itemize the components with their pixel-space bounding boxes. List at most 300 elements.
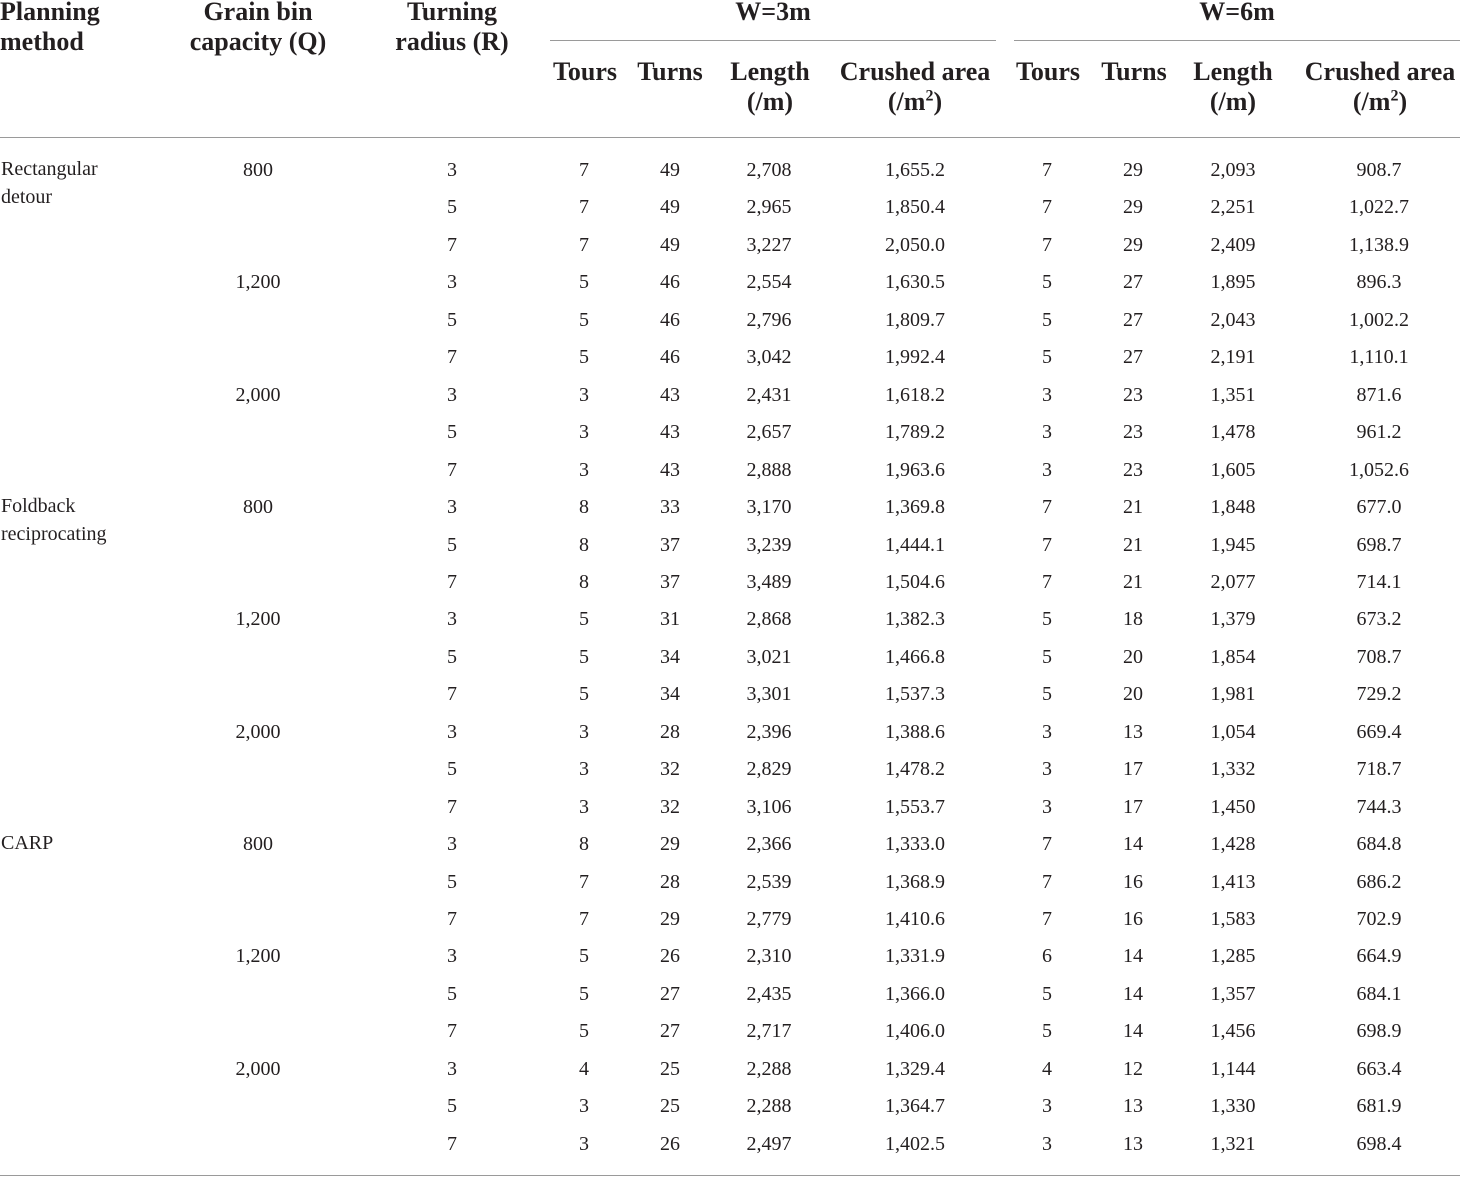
cell-w6-turns: 29 <box>1123 233 1143 256</box>
cell-capacity <box>198 642 318 672</box>
cell-w6-tours: 5 <box>1042 346 1052 369</box>
cell-w6-length: 1,332 <box>1210 758 1256 781</box>
cell-w6-tours: 3 <box>1042 758 1052 781</box>
cell-capacity <box>198 1016 318 1046</box>
cell-w3-tours: 3 <box>579 1132 589 1155</box>
cell-radius: 5 <box>447 421 457 444</box>
cell-capacity <box>198 1129 318 1159</box>
cell-w6-turns: 23 <box>1123 458 1143 481</box>
cell-w3-crushed-area: 1,630.5 <box>885 271 945 294</box>
cell-w3-crushed-area: 1,366.0 <box>885 982 945 1005</box>
table-row <box>0 754 1460 784</box>
cell-w3-turns: 37 <box>660 533 680 556</box>
cell-w6-turns: 27 <box>1123 346 1143 369</box>
cell-w6-length: 2,409 <box>1210 233 1256 256</box>
cell-w3-length: 3,170 <box>746 496 792 519</box>
table-row <box>0 1091 1460 1121</box>
cell-w6-tours: 7 <box>1042 496 1052 519</box>
cell-w3-turns: 28 <box>660 870 680 893</box>
table-row <box>0 192 1460 222</box>
cell-radius: 7 <box>447 346 457 369</box>
cell-w6-tours: 7 <box>1042 570 1052 593</box>
cell-w6-crushed-area: 708.7 <box>1356 645 1402 668</box>
cell-w6-turns: 21 <box>1123 533 1143 556</box>
cell-radius: 5 <box>447 870 457 893</box>
cell-w3-tours: 3 <box>579 458 589 481</box>
cell-w3-length: 2,310 <box>746 945 792 968</box>
cell-w6-length: 1,330 <box>1210 1095 1256 1118</box>
cell-w3-tours: 7 <box>579 159 589 181</box>
cell-w3-tours: 3 <box>579 720 589 743</box>
cell-w3-crushed-area: 1,618.2 <box>885 383 945 406</box>
cell-w6-turns: 23 <box>1123 383 1143 406</box>
table-row <box>0 530 1460 560</box>
cell-w6-length: 1,478 <box>1210 421 1256 444</box>
cell-w6-length: 2,043 <box>1210 308 1256 331</box>
cell-w6-tours: 3 <box>1042 795 1052 818</box>
cell-w3-length: 2,497 <box>746 1132 792 1155</box>
cell-w3-length: 2,779 <box>746 908 792 930</box>
cell-radius: 7 <box>447 795 457 818</box>
cell-capacity: 1,200 <box>235 271 281 294</box>
cell-w6-crushed-area: 714.1 <box>1356 570 1402 593</box>
cell-w6-crushed-area: 677.0 <box>1356 496 1402 519</box>
header-turning-radius: Turning radius (R) <box>395 0 509 56</box>
cell-w6-tours: 5 <box>1042 982 1052 1005</box>
cell-w6-tours: 3 <box>1042 458 1052 481</box>
cell-w3-turns: 32 <box>660 758 680 781</box>
cell-w3-crushed-area: 1,466.8 <box>885 645 945 668</box>
cell-w6-length: 1,379 <box>1210 608 1256 631</box>
cell-w3-turns: 26 <box>660 945 680 968</box>
cell-planning-method: Foldback reciprocating <box>1 495 107 546</box>
cell-w6-length: 2,191 <box>1210 346 1256 369</box>
cell-w3-tours: 3 <box>579 1095 589 1118</box>
cell-w6-turns: 12 <box>1123 1057 1143 1080</box>
cell-radius: 7 <box>447 1020 457 1043</box>
cell-w3-crushed-area: 1,329.4 <box>885 1057 945 1080</box>
cell-w3-length: 3,227 <box>746 233 792 256</box>
cell-w3-crushed-area: 1,402.5 <box>885 1132 945 1155</box>
cell-w6-length: 1,428 <box>1210 833 1256 856</box>
cell-capacity <box>198 230 318 260</box>
table-row <box>0 979 1460 1009</box>
cell-w6-tours: 5 <box>1042 271 1052 294</box>
cell-w3-turns: 43 <box>660 383 680 406</box>
cell-w6-crushed-area: 896.3 <box>1356 271 1402 294</box>
cell-w3-turns: 25 <box>660 1057 680 1080</box>
cell-w3-tours: 5 <box>579 683 589 706</box>
cell-w6-turns: 17 <box>1123 795 1143 818</box>
cell-w3-crushed-area: 1,388.6 <box>885 720 945 743</box>
cell-radius: 7 <box>447 233 457 256</box>
cell-w3-length: 2,657 <box>746 421 792 444</box>
cell-w6-turns: 13 <box>1123 1095 1143 1118</box>
cell-w6-crushed-area: 702.9 <box>1356 908 1402 930</box>
cell-w3-crushed-area: 1,789.2 <box>885 421 945 444</box>
cell-w3-crushed-area: 1,850.4 <box>885 196 945 219</box>
cell-w6-tours: 7 <box>1042 533 1052 556</box>
header-w3-length: Length (/m) <box>730 57 810 116</box>
table-row <box>0 567 1460 597</box>
cell-w6-crushed-area: 871.6 <box>1356 383 1402 406</box>
cell-w3-turns: 46 <box>660 271 680 294</box>
cell-capacity <box>198 192 318 222</box>
cell-w3-turns: 27 <box>660 1020 680 1043</box>
cell-w3-tours: 3 <box>579 795 589 818</box>
cell-w6-length: 1,054 <box>1210 720 1256 743</box>
cell-w3-length: 3,301 <box>746 683 792 706</box>
cell-w3-crushed-area: 1,444.1 <box>885 533 945 556</box>
cell-w3-crushed-area: 1,410.6 <box>885 908 945 930</box>
cell-w3-turns: 33 <box>660 496 680 519</box>
cell-w3-turns: 49 <box>660 159 680 181</box>
cell-w3-tours: 8 <box>579 570 589 593</box>
cell-w3-turns: 26 <box>660 1132 680 1155</box>
cell-w3-length: 3,042 <box>746 346 792 369</box>
cell-w3-crushed-area: 1,478.2 <box>885 758 945 781</box>
table-row <box>0 455 1460 485</box>
header-w3-tours: Tours <box>552 57 618 86</box>
cell-radius: 3 <box>447 496 457 519</box>
cell-w6-length: 1,895 <box>1210 271 1256 294</box>
cell-w6-crushed-area: 664.9 <box>1356 945 1402 968</box>
cell-w6-turns: 13 <box>1123 1132 1143 1155</box>
cell-w6-crushed-area: 698.4 <box>1356 1132 1402 1155</box>
header-w6: W=6m <box>1199 0 1275 26</box>
cell-w3-crushed-area: 1,364.7 <box>885 1095 945 1118</box>
cell-w3-crushed-area: 1,331.9 <box>885 945 945 968</box>
cell-w3-crushed-area: 1,992.4 <box>885 346 945 369</box>
cell-w6-length: 1,413 <box>1210 870 1256 893</box>
cell-w6-length: 2,251 <box>1210 196 1256 219</box>
cell-capacity <box>198 679 318 709</box>
cell-w6-length: 1,583 <box>1210 908 1256 930</box>
cell-capacity <box>198 530 318 560</box>
cell-w6-tours: 7 <box>1042 908 1052 930</box>
cell-radius: 5 <box>447 1095 457 1118</box>
cell-radius: 3 <box>447 720 457 743</box>
cell-w6-crushed-area: 698.9 <box>1356 1020 1402 1043</box>
cell-w6-crushed-area: 1,138.9 <box>1349 233 1409 256</box>
cell-w3-length: 3,239 <box>746 533 792 556</box>
cell-w3-length: 2,539 <box>746 870 792 893</box>
cell-w6-tours: 5 <box>1042 645 1052 668</box>
table-row <box>0 230 1460 260</box>
cell-radius: 5 <box>447 982 457 1005</box>
cell-w3-turns: 25 <box>660 1095 680 1118</box>
cell-w3-tours: 5 <box>579 271 589 294</box>
cell-w3-turns: 29 <box>660 908 680 930</box>
cell-w3-length: 2,554 <box>746 271 792 294</box>
cell-w6-tours: 3 <box>1042 1132 1052 1155</box>
cell-w6-turns: 20 <box>1123 683 1143 706</box>
table-row <box>0 642 1460 672</box>
cell-w6-tours: 3 <box>1042 720 1052 743</box>
cell-radius: 3 <box>447 1057 457 1080</box>
table-row <box>0 417 1460 447</box>
cell-w6-tours: 7 <box>1042 833 1052 856</box>
cell-w3-length: 3,021 <box>746 645 792 668</box>
cell-w3-tours: 7 <box>579 870 589 893</box>
cell-w6-length: 1,321 <box>1210 1132 1256 1155</box>
table-row <box>0 829 1460 859</box>
cell-capacity <box>198 417 318 447</box>
cell-w3-length: 3,489 <box>746 570 792 593</box>
cell-w3-turns: 37 <box>660 570 680 593</box>
cell-capacity: 2,000 <box>235 1057 281 1080</box>
cell-w6-turns: 14 <box>1123 982 1143 1005</box>
cell-w6-turns: 27 <box>1123 271 1143 294</box>
cell-w6-tours: 6 <box>1042 945 1052 968</box>
cell-w6-turns: 21 <box>1123 570 1143 593</box>
cell-w3-length: 2,288 <box>746 1095 792 1118</box>
cell-w3-length: 2,396 <box>746 720 792 743</box>
cell-capacity <box>198 1091 318 1121</box>
cell-radius: 3 <box>447 833 457 856</box>
table-row <box>0 867 1460 897</box>
cell-radius: 3 <box>447 608 457 631</box>
table-row <box>0 717 1460 747</box>
cell-capacity: 800 <box>243 496 273 519</box>
cell-capacity: 800 <box>243 833 273 856</box>
cell-w3-tours: 5 <box>579 608 589 631</box>
cell-capacity: 2,000 <box>235 720 281 743</box>
cell-w6-crushed-area: 669.4 <box>1356 720 1402 743</box>
cell-w6-tours: 3 <box>1042 1095 1052 1118</box>
cell-capacity <box>198 455 318 485</box>
cell-w6-crushed-area: 744.3 <box>1356 795 1402 818</box>
cell-w6-crushed-area: 718.7 <box>1356 758 1402 781</box>
cell-w6-turns: 20 <box>1123 645 1143 668</box>
cell-w3-crushed-area: 1,537.3 <box>885 683 945 706</box>
cell-w6-turns: 14 <box>1123 833 1143 856</box>
cell-capacity <box>198 867 318 897</box>
header-w3-crushed-area: Crushed area $(/m^2)$ <box>839 57 991 116</box>
cell-w6-length: 1,848 <box>1210 496 1256 519</box>
cell-radius: 7 <box>447 570 457 593</box>
cell-w6-crushed-area: 729.2 <box>1356 683 1402 706</box>
cell-w3-tours: 4 <box>579 1057 589 1080</box>
table-row <box>0 305 1460 335</box>
table-row <box>0 267 1460 297</box>
cell-radius: 5 <box>447 533 457 556</box>
cell-w6-turns: 23 <box>1123 421 1143 444</box>
cell-w6-turns: 29 <box>1123 159 1143 181</box>
cell-w3-length: 2,435 <box>746 982 792 1005</box>
cell-w6-crushed-area: 681.9 <box>1356 1095 1402 1118</box>
cell-w3-tours: 8 <box>579 833 589 856</box>
cell-capacity <box>198 342 318 372</box>
cell-w6-turns: 18 <box>1123 608 1143 631</box>
cell-radius: 7 <box>447 908 457 930</box>
header-grain-bin-capacity: Grain bin capacity (Q) <box>189 0 327 56</box>
cell-w6-crushed-area: 1,002.2 <box>1349 308 1409 331</box>
cell-w3-tours: 5 <box>579 945 589 968</box>
header-w6-turns: Turns <box>1101 57 1167 86</box>
cell-w3-length: 2,431 <box>746 383 792 406</box>
cell-w3-crushed-area: 1,963.6 <box>885 458 945 481</box>
cell-w6-turns: 21 <box>1123 496 1143 519</box>
table-row <box>0 1016 1460 1046</box>
cell-capacity <box>198 792 318 822</box>
cell-w3-tours: 5 <box>579 1020 589 1043</box>
cell-w6-length: 2,077 <box>1210 570 1256 593</box>
cell-radius: 5 <box>447 308 457 331</box>
cell-w6-length: 1,854 <box>1210 645 1256 668</box>
table-row <box>0 1129 1460 1159</box>
table-row <box>0 1054 1460 1084</box>
cell-capacity <box>198 904 318 934</box>
cell-w3-tours: 5 <box>579 346 589 369</box>
cell-w3-crushed-area: 1,504.6 <box>885 570 945 593</box>
table-row <box>0 604 1460 634</box>
cell-w6-length: 2,093 <box>1210 159 1256 181</box>
cell-w6-tours: 3 <box>1042 383 1052 406</box>
cell-w3-tours: 3 <box>579 383 589 406</box>
cell-w6-crushed-area: 698.7 <box>1356 533 1402 556</box>
cell-w6-crushed-area: 1,022.7 <box>1349 196 1409 219</box>
cell-planning-method: Rectangular detour <box>1 158 98 208</box>
cell-w3-tours: 5 <box>579 982 589 1005</box>
cell-w6-turns: 16 <box>1123 908 1143 930</box>
cell-w6-crushed-area: 961.2 <box>1356 421 1402 444</box>
cell-w3-turns: 46 <box>660 346 680 369</box>
cell-w3-turns: 34 <box>660 645 680 668</box>
cell-w6-tours: 5 <box>1042 683 1052 706</box>
cell-w6-turns: 27 <box>1123 308 1143 331</box>
cell-w6-crushed-area: 686.2 <box>1356 870 1402 893</box>
cell-w3-length: 2,829 <box>746 758 792 781</box>
cell-w3-crushed-area: 1,333.0 <box>885 833 945 856</box>
cell-capacity <box>198 567 318 597</box>
cell-w6-length: 1,357 <box>1210 982 1256 1005</box>
cell-w3-turns: 43 <box>660 421 680 444</box>
cell-w6-length: 1,605 <box>1210 458 1256 481</box>
cell-w3-length: 3,106 <box>746 795 792 818</box>
cell-capacity: 1,200 <box>235 945 281 968</box>
cell-w6-length: 1,144 <box>1210 1057 1256 1080</box>
cell-w6-turns: 29 <box>1123 196 1143 219</box>
cell-w6-turns: 17 <box>1123 758 1143 781</box>
cell-w6-turns: 13 <box>1123 720 1143 743</box>
cell-w3-turns: 43 <box>660 458 680 481</box>
cell-w3-tours: 7 <box>579 908 589 930</box>
cell-w6-tours: 7 <box>1042 159 1052 181</box>
cell-w3-turns: 49 <box>660 196 680 219</box>
cell-w6-length: 1,456 <box>1210 1020 1256 1043</box>
cell-w6-length: 1,450 <box>1210 795 1256 818</box>
cell-planning-method: CARP <box>1 832 54 855</box>
cell-capacity: 1,200 <box>235 608 281 631</box>
cell-w6-turns: 14 <box>1123 945 1143 968</box>
cell-w3-tours: 8 <box>579 496 589 519</box>
cell-w3-length: 2,717 <box>746 1020 792 1043</box>
cell-w6-tours: 7 <box>1042 233 1052 256</box>
cell-w3-tours: 5 <box>579 645 589 668</box>
cell-w3-crushed-area: 2,050.0 <box>885 233 945 256</box>
cell-w3-crushed-area: 1,382.3 <box>885 608 945 631</box>
cell-w3-length: 2,366 <box>746 833 792 856</box>
cell-w6-crushed-area: 663.4 <box>1356 1057 1402 1080</box>
header-w6-tours: Tours <box>1015 57 1081 86</box>
cell-w6-turns: 14 <box>1123 1020 1143 1043</box>
header-w3: W=3m <box>735 0 811 26</box>
cell-w3-length: 2,965 <box>746 196 792 219</box>
cell-w3-tours: 5 <box>579 308 589 331</box>
cell-radius: 7 <box>447 1132 457 1155</box>
cell-w6-length: 1,945 <box>1210 533 1256 556</box>
cell-w3-length: 2,288 <box>746 1057 792 1080</box>
table-row <box>0 342 1460 372</box>
cell-w3-tours: 7 <box>579 233 589 256</box>
cell-w6-length: 1,285 <box>1210 945 1256 968</box>
cell-w3-tours: 3 <box>579 421 589 444</box>
cell-w3-length: 2,888 <box>746 458 792 481</box>
cell-w6-turns: 16 <box>1123 870 1143 893</box>
cell-w6-length: 1,981 <box>1210 683 1256 706</box>
header-w6-crushed-area: Crushed area $(/m^2)$ <box>1304 57 1456 116</box>
table-bottom-rule <box>0 1175 1460 1176</box>
cell-w6-tours: 5 <box>1042 608 1052 631</box>
cell-w6-tours: 7 <box>1042 196 1052 219</box>
header-planning-method: Planning method <box>0 0 100 56</box>
cell-radius: 3 <box>447 383 457 406</box>
table-row <box>0 941 1460 971</box>
cell-w6-crushed-area: 1,052.6 <box>1349 458 1409 481</box>
cell-w3-crushed-area: 1,809.7 <box>885 308 945 331</box>
cell-w6-crushed-area: 673.2 <box>1356 608 1402 631</box>
cell-w3-tours: 8 <box>579 533 589 556</box>
cell-w6-tours: 4 <box>1042 1057 1052 1080</box>
cell-w3-crushed-area: 1,369.8 <box>885 496 945 519</box>
cell-w6-crushed-area: 684.8 <box>1356 833 1402 856</box>
cell-w3-tours: 3 <box>579 758 589 781</box>
cell-capacity <box>198 979 318 1009</box>
cell-radius: 3 <box>447 271 457 294</box>
cell-w6-tours: 7 <box>1042 870 1052 893</box>
cell-radius: 7 <box>447 683 457 706</box>
cell-w6-tours: 5 <box>1042 308 1052 331</box>
cell-w6-crushed-area: 908.7 <box>1356 159 1402 181</box>
cell-radius: 5 <box>447 645 457 668</box>
cell-radius: 3 <box>447 945 457 968</box>
cell-w3-turns: 27 <box>660 982 680 1005</box>
cell-w3-length: 2,868 <box>746 608 792 631</box>
cell-w6-tours: 3 <box>1042 421 1052 444</box>
cell-w3-turns: 34 <box>660 683 680 706</box>
cell-radius: 7 <box>447 458 457 481</box>
cell-w3-length: 2,708 <box>746 159 792 181</box>
cell-w3-turns: 32 <box>660 795 680 818</box>
cell-w3-turns: 31 <box>660 608 680 631</box>
table-row <box>0 904 1460 934</box>
cell-capacity: 2,000 <box>235 383 281 406</box>
header-w3-turns: Turns <box>637 57 703 86</box>
table-row <box>0 792 1460 822</box>
cell-w3-tours: 7 <box>579 196 589 219</box>
cell-capacity: 800 <box>243 159 273 181</box>
cell-w3-length: 2,796 <box>746 308 792 331</box>
cell-radius: 5 <box>447 758 457 781</box>
table-row <box>0 679 1460 709</box>
cell-w6-length: 1,351 <box>1210 383 1256 406</box>
cell-w3-turns: 28 <box>660 720 680 743</box>
cell-w6-tours: 5 <box>1042 1020 1052 1043</box>
cell-w3-crushed-area: 1,655.2 <box>885 159 945 181</box>
cell-w3-turns: 46 <box>660 308 680 331</box>
cell-radius: 5 <box>447 196 457 219</box>
